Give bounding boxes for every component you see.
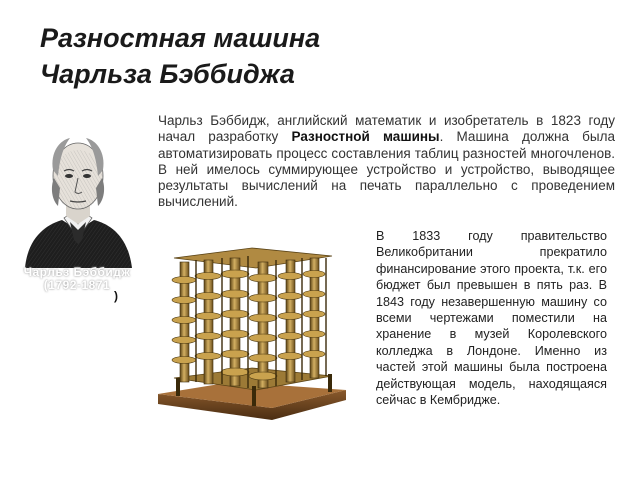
babbage-portrait	[20, 118, 135, 268]
intro-paragraph	[158, 113, 615, 211]
intro-text-b: . Машина должна была автоматизировать процесс составления таблиц разностей многочленов. В ней имелось суммирующее устройство и устройство, выводящее результаты вычислений на печать параллельно с проведением вычислений.	[158, 129, 615, 210]
title-line-1: Разностная машина	[40, 23, 321, 53]
title-line-2: Чарльза Бэббиджа	[40, 59, 295, 89]
caption-years: (1792-1871	[43, 278, 111, 292]
difference-engine-photo	[152, 244, 352, 422]
caption-name: Чарльз Бэббидж	[23, 265, 131, 279]
history-paragraph: В 1833 году правительство Великобритании прекратило финансирование этого проекта, т.к. его бюджет был превышен в пять раз. В 1843 году незавершенную машину со всеми чертежами поместили на хранение в музей Королевского колледжа в Лондоне. Именно из частей этой машины была построена действующая модель, находящаяся сейчас в Кембридже.	[376, 229, 607, 408]
caption-paren: )	[114, 289, 118, 303]
intro-text-a: Чарльз Бэббидж, английский математик и изобретатель в 1823 году начал разработку	[158, 113, 615, 145]
intro-text-bold: Разностной машины	[291, 129, 440, 145]
slide-title	[40, 20, 320, 92]
